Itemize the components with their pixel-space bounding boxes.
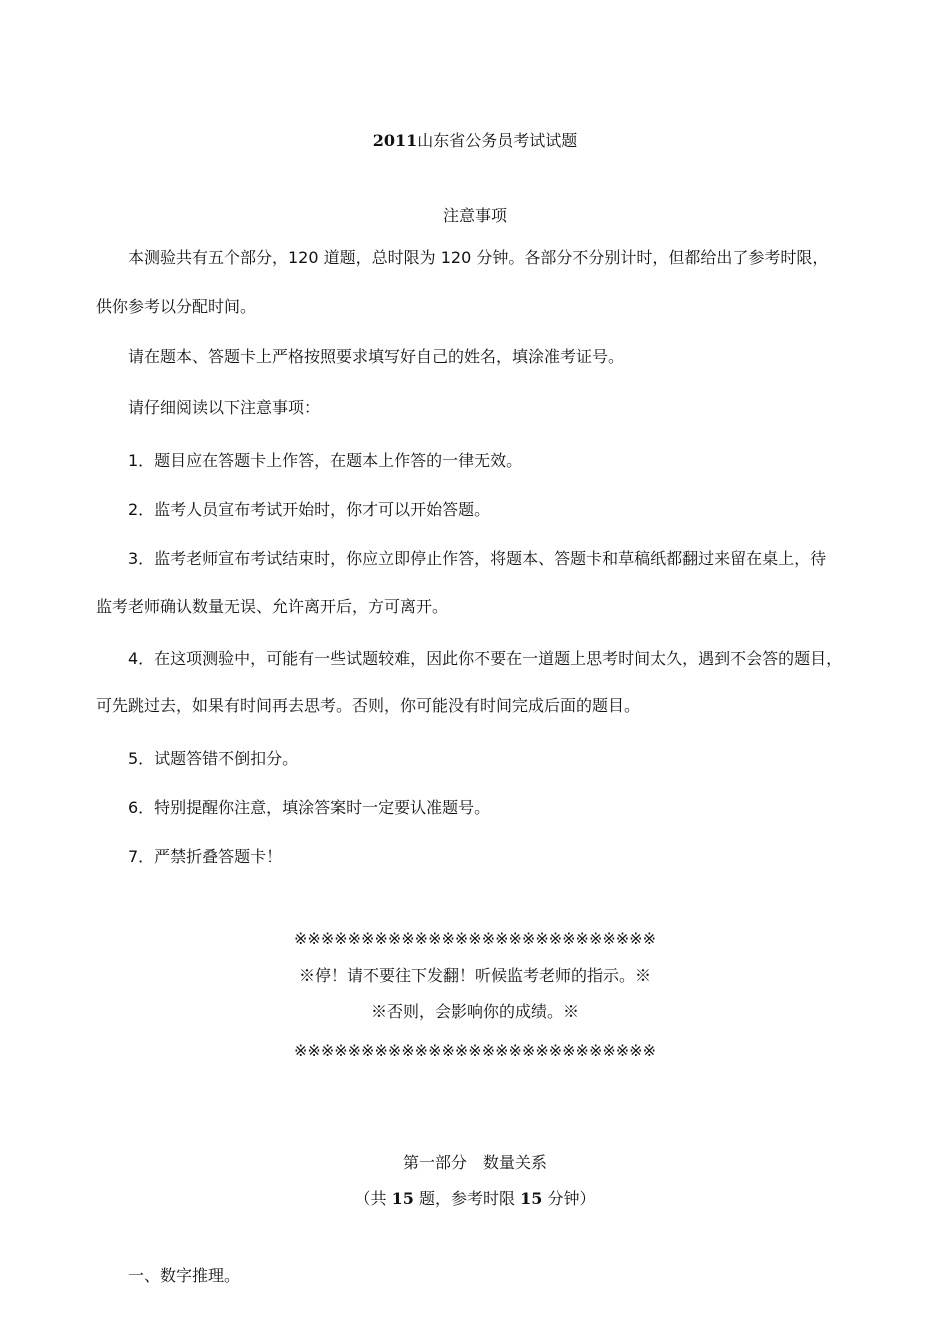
subsection-heading: 一、数字推理。 [128, 1266, 241, 1285]
document-title [0, 130, 950, 152]
notice-item-4-line-2: 可先跳过去，如果有时间再去思考。否则，你可能没有时间完成后面的题目。 [96, 696, 641, 715]
warning-line-2: ※否则，会影响你的成绩。※ [370, 1002, 579, 1021]
part-note-suffix: 分钟） [542, 1189, 596, 1208]
warning-line-1: ※停！请不要往下发翻！听候监考老师的指示。※ [298, 966, 651, 985]
fill-instruction: 请在题本、答题卡上严格按照要求填写好自己的姓名，填涂准考证号。 [128, 347, 625, 366]
notice-item-5: 5．试题答错不倒扣分。 [128, 749, 299, 768]
part-note [0, 1188, 950, 1210]
notice-item-6: 6．特别提醒你注意，填涂答案时一定要认准题号。 [128, 798, 491, 817]
notice-item-2: 2．监考人员宣布考试开始时，你才可以开始答题。 [128, 500, 491, 519]
notice-item-3-line-1: 3．监考老师宣布考试结束时，你应立即停止作答，将题本、答题卡和草稿纸都翻过来留在桌上，待 [128, 549, 827, 568]
notice-heading: 注意事项 [442, 206, 507, 225]
intro-line-2: 供你参考以分配时间。 [96, 297, 257, 316]
part-note-minutes: 15 [520, 1189, 543, 1208]
intro-line-1: 本测验共有五个部分，120 道题，总时限为 120 分钟。各部分不分别计时，但都给出了参考时限， [128, 248, 829, 267]
notice-item-3-line-2: 监考老师确认数量无误、允许离开后，方可离开。 [96, 597, 449, 616]
warning-border-bottom: ※※※※※※※※※※※※※※※※※※※※※※※※※※※ [294, 1041, 656, 1060]
part-note-middle: 题，参考时限 [413, 1189, 521, 1208]
read-instruction: 请仔细阅读以下注意事项： [128, 398, 321, 417]
warning-border-top: ※※※※※※※※※※※※※※※※※※※※※※※※※※※ [294, 929, 656, 948]
notice-item-4-line-1: 4．在这项测验中，可能有一些试题较难，因此你不要在一道题上思考时间太久，遇到不会答的题目， [128, 649, 843, 668]
notice-item-1: 1．题目应在答题卡上作答，在题本上作答的一律无效。 [128, 451, 523, 470]
title-year: 2011 [372, 131, 418, 150]
part-note-prefix: （共 [354, 1189, 392, 1208]
notice-item-7: 7．严禁折叠答题卡！ [128, 847, 283, 866]
part-title: 第一部分 数量关系 [402, 1153, 547, 1172]
part-note-question-count: 15 [391, 1189, 414, 1208]
title-text: 山东省公务员考试试题 [417, 131, 578, 150]
